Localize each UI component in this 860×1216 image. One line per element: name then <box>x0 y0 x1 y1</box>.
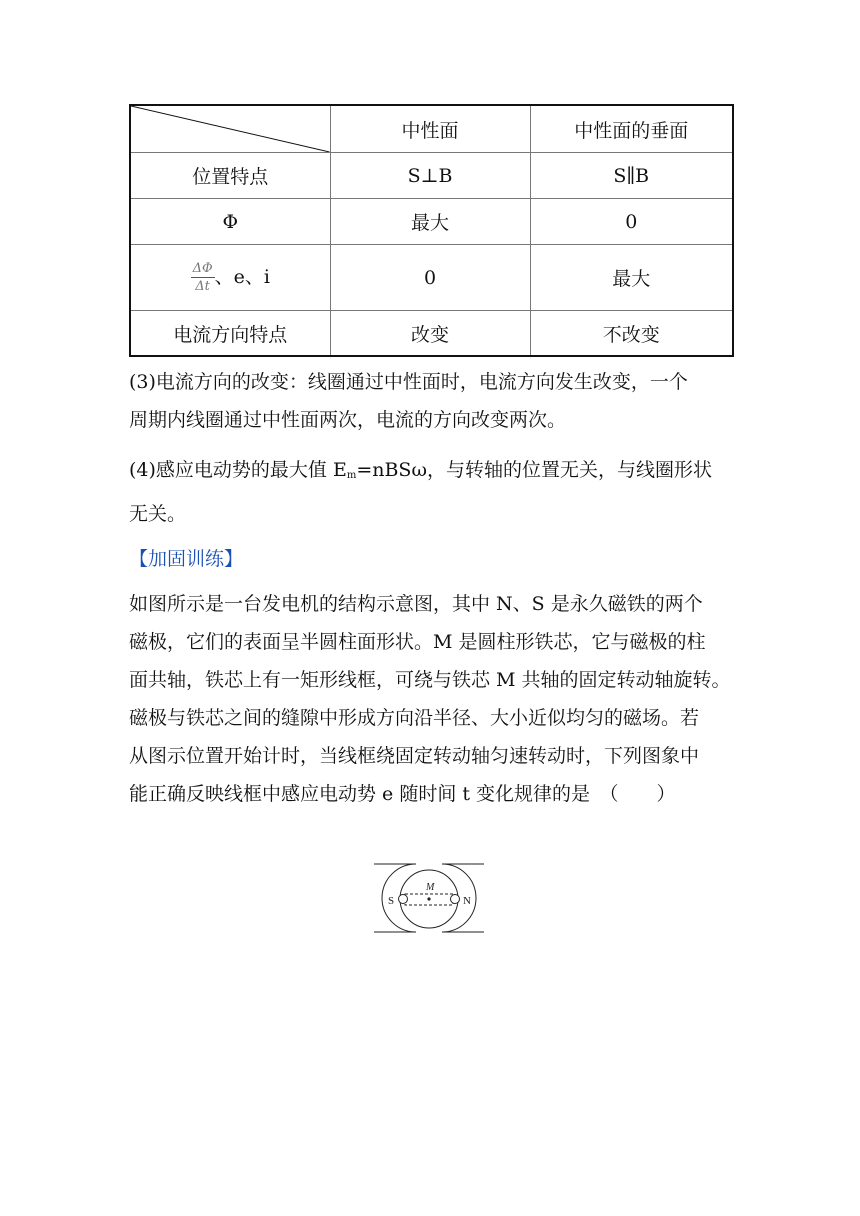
coil-left-wire <box>399 895 408 904</box>
comparison-table-container <box>129 104 732 357</box>
row-perpendicular-value: 0 <box>530 199 733 245</box>
row-label <box>130 245 330 311</box>
generator-diagram <box>368 860 490 938</box>
question-paragraph <box>129 585 733 813</box>
table-row <box>130 245 733 311</box>
table-row <box>130 153 733 199</box>
row-neutral-value: 最大 <box>330 199 530 245</box>
paragraph-4 <box>129 451 733 533</box>
header-neutral-plane: 中性面 <box>330 105 530 153</box>
diagonal-line <box>131 106 330 152</box>
table-row <box>130 199 733 245</box>
table-header-row <box>130 105 733 153</box>
row-perpendicular-value: 最大 <box>530 245 733 311</box>
generator-svg <box>368 860 490 938</box>
row-label: 电流方向特点 <box>130 311 330 357</box>
row-perpendicular-value: 不改变 <box>530 311 733 357</box>
table-row <box>130 311 733 357</box>
paragraph-line: 如图所示是一台发电机的结构示意图，其中 N、S 是永久磁铁的两个 <box>129 593 703 615</box>
row-neutral-value: 改变 <box>330 311 530 357</box>
comparison-table <box>129 104 734 357</box>
section-title: 【加固训练】 <box>129 548 244 570</box>
label-s: S <box>388 895 395 907</box>
paragraph-line: (3)电流方向的改变：线圈通过中性面时，电流方向发生改变，一个 <box>129 371 688 393</box>
rotation-axis-dot <box>427 897 430 900</box>
paragraph-line: 磁极，它们的表面呈半圆柱面形状。M 是圆柱形铁芯，它与磁极的柱 <box>129 631 706 653</box>
paragraph-line: 从图示位置开始计时，当线框绕固定转动轴匀速转动时，下列图象中 <box>129 745 700 767</box>
row-perpendicular-value: S∥B <box>530 153 733 199</box>
header-perpendicular-plane: 中性面的垂面 <box>530 105 733 153</box>
label-n: N <box>463 895 471 907</box>
paragraph-line: 无关。 <box>129 503 187 525</box>
row-label: Φ <box>130 199 330 245</box>
row-neutral-value: 0 <box>330 245 530 311</box>
coil-right-wire <box>451 895 460 904</box>
row-label-suffix: 、e、i <box>214 265 270 288</box>
paragraph-line: 面共轴，铁芯上有一矩形线框，可绕与铁芯 M 共轴的固定转动轴旋转。 <box>129 669 731 691</box>
row-label: 位置特点 <box>130 153 330 199</box>
paragraph-line: (4)感应电动势的最大值 $E_m=nBS\omega$，与转轴的位置无关，与线圈形状 <box>129 459 712 481</box>
row-neutral-value: S⊥B <box>330 153 530 199</box>
flux-rate-fraction: $\frac{\Delta\Phi}{\Delta t}$ <box>192 261 213 295</box>
paragraph-line: 周期内线圈通过中性面两次，电流的方向改变两次。 <box>129 409 567 431</box>
paragraph-3 <box>129 363 733 439</box>
paragraph-line: 能正确反映线框中感应电动势 e 随时间 t 变化规律的是 （ ） <box>129 783 676 805</box>
label-m: M <box>426 882 435 893</box>
paragraph-line: 磁极与铁芯之间的缝隙中形成方向沿半径、大小近似均匀的磁场。若 <box>129 707 700 729</box>
diagonal-header-cell <box>130 105 330 153</box>
